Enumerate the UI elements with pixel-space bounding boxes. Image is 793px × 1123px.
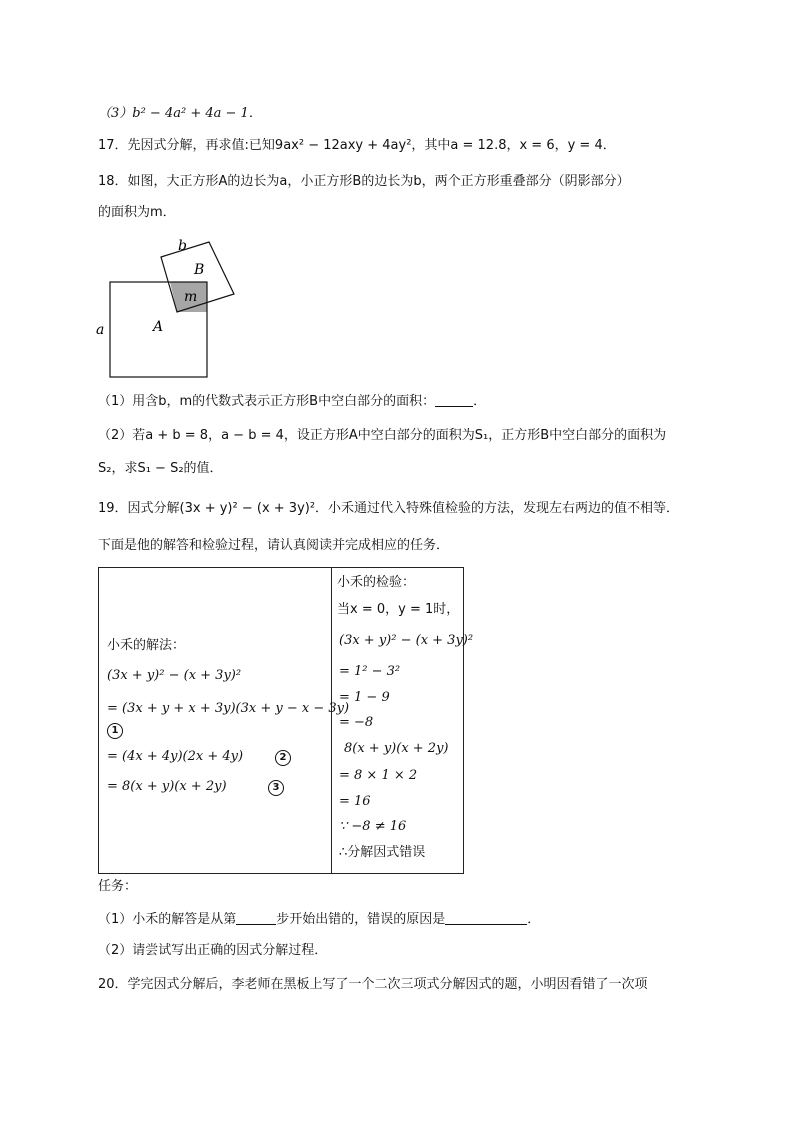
task-1-text-a: （1）小禾的解答是从第	[98, 912, 237, 927]
check-line-8: = 16	[339, 794, 371, 809]
question-18-part-1-text: （1）用含b，m的代数式表示正方形B中空白部分的面积：	[98, 394, 436, 409]
question-18-line-1: 18．如图，大正方形A的边长为a，小正方形B的边长为b，两个正方形重叠部分（阴影部分）	[98, 174, 630, 189]
step-marker-1	[107, 720, 123, 740]
label-b: b	[178, 238, 187, 254]
check-line-5: = −8	[339, 715, 374, 730]
task-1-text-c: ．	[527, 912, 541, 927]
solution-line-2: = (3x + y + x + 3y)(3x + y − x − 3y)	[107, 701, 350, 716]
question-19-line-2: 下面是他的解答和检验过程，请认真阅读并完成相应的任务．	[98, 538, 450, 553]
question-16-part-3: （3）b² − 4a² + 4a − 1．	[98, 106, 262, 121]
answer-blank	[435, 392, 473, 407]
check-line-10: ∴分解因式错误	[339, 845, 426, 860]
question-18-line-2: 的面积为m．	[98, 205, 176, 220]
task-1-text-b: 步开始出错的，错误的原因是	[276, 912, 446, 927]
check-line-1: 当x = 0，y = 1时，	[337, 602, 460, 617]
label-a: a	[96, 322, 105, 338]
solution-table	[98, 567, 474, 874]
solution-line-3: = (4x + 4y)(2x + 4y)	[107, 749, 244, 764]
check-line-7: = 8 × 1 × 2	[339, 768, 418, 783]
label-m: m	[184, 289, 198, 305]
step-marker-2	[275, 747, 291, 767]
solution-line-1: (3x + y)² − (x + 3y)²	[107, 668, 242, 683]
question-20: 20．学完因式分解后，李老师在黑板上写了一个二次三项式分解因式的题，小明因看错了一次项	[98, 977, 648, 992]
task-2: （2）请尝试写出正确的因式分解过程．	[98, 943, 328, 958]
check-title: 小禾的检验：	[337, 575, 416, 590]
check-line-2: (3x + y)² − (x + 3y)²	[339, 633, 474, 648]
answer-blank-reason	[445, 910, 527, 925]
check-line-3: = 1² − 3²	[339, 664, 401, 679]
check-line-9: ∵ −8 ≠ 16	[339, 819, 407, 834]
question-18-part-1	[98, 392, 486, 412]
step-marker-3	[268, 777, 284, 797]
period: ．	[473, 394, 487, 409]
squares-figure	[90, 230, 260, 380]
question-17: 17．先因式分解，再求值:已知9ax² − 12axy + 4ay²，其中a = 12.8，x = 6，y = 4．	[98, 138, 616, 153]
solution-title: 小禾的解法：	[107, 638, 186, 653]
question-19-line-1: 19．因式分解(3x + y)² − (x + 3y)²．小禾通过代入特殊值检验的方法，发现左右两边的值不相等．	[98, 501, 680, 516]
circled-number-3: 3	[268, 780, 284, 796]
circled-number-2: 2	[275, 750, 291, 766]
check-line-6: 8(x + y)(x + 2y)	[344, 741, 449, 756]
task-1	[98, 910, 540, 930]
question-18-part-2-line-1: （2）若a + b = 8，a − b = 4，设正方形A中空白部分的面积为S₁，正方形B中空白部分的面积为	[98, 428, 667, 443]
check-line-4: = 1 − 9	[339, 690, 390, 705]
label-B: B	[194, 262, 205, 278]
label-A: A	[153, 319, 164, 335]
circled-number-1: 1	[107, 723, 123, 739]
answer-blank-step	[236, 910, 276, 925]
solution-line-4: = 8(x + y)(x + 2y)	[107, 779, 227, 794]
table-divider	[331, 568, 332, 873]
task-label: 任务：	[98, 879, 138, 894]
question-18-part-2-line-2: S₂，求S₁ − S₂的值．	[98, 461, 223, 476]
